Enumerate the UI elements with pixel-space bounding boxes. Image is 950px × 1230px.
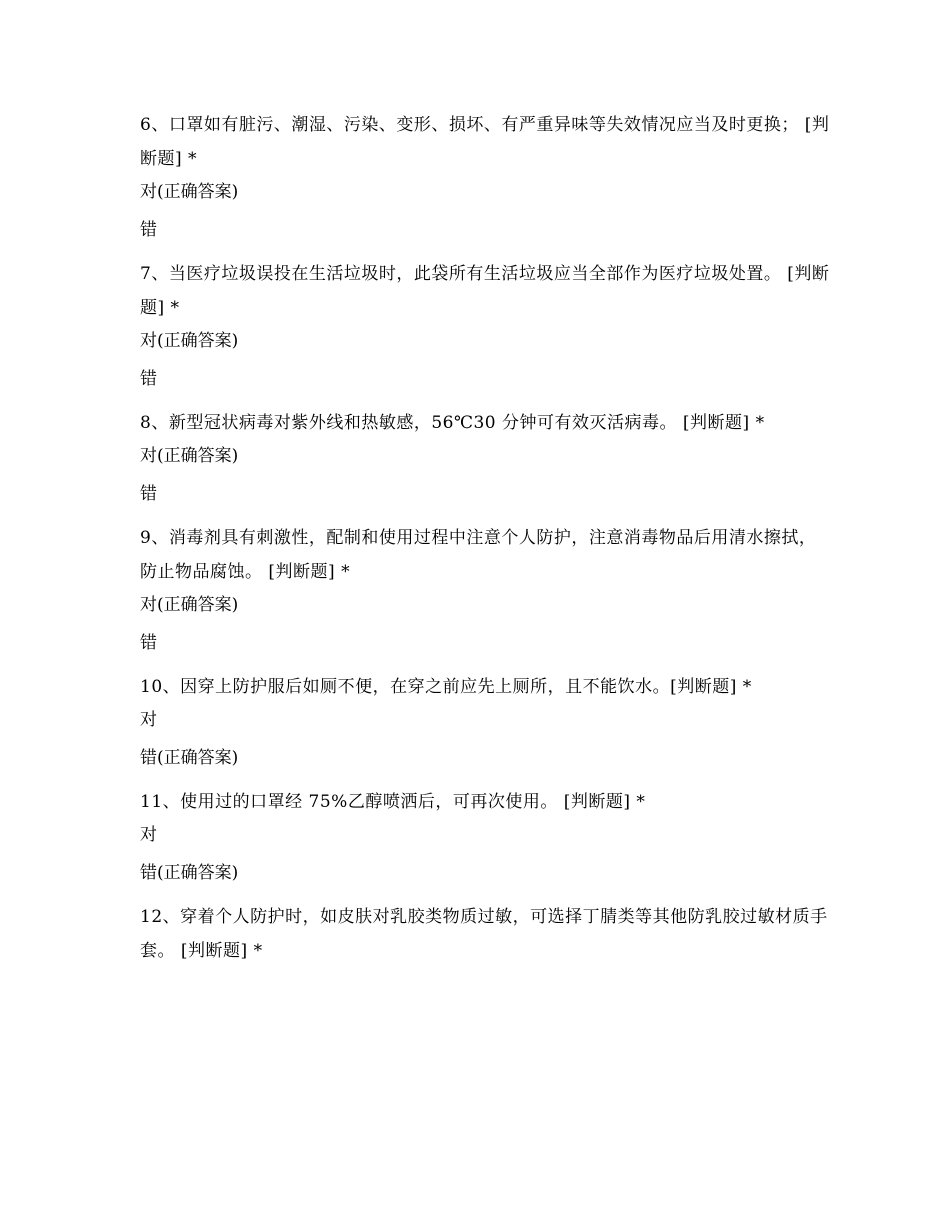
question-12 <box>140 900 830 968</box>
option-false[interactable]: 错 <box>140 633 157 653</box>
option-false[interactable]: 错 <box>140 220 157 240</box>
question-text: 7、当医疗垃圾误投在生活垃圾时，此袋所有生活垃圾应当全部作为医疗垃圾处置。 [判断题] * <box>140 264 830 318</box>
option-false[interactable]: 错 <box>140 484 157 504</box>
option-true[interactable]: 对 <box>140 825 157 845</box>
question-10 <box>140 670 830 769</box>
option-true[interactable]: 对(正确答案) <box>140 182 239 202</box>
question-text: 8、新型冠状病毒对紫外线和热敏感，56℃30 分钟可有效灭活病毒。 [判断题] * <box>140 413 765 433</box>
option-false[interactable]: 错 <box>140 369 157 389</box>
option-true[interactable]: 对(正确答案) <box>140 446 239 466</box>
question-11 <box>140 785 830 884</box>
question-6 <box>140 108 830 241</box>
question-list <box>140 108 830 973</box>
option-false[interactable]: 错(正确答案) <box>140 748 239 768</box>
option-true[interactable]: 对(正确答案) <box>140 331 239 351</box>
question-9 <box>140 521 830 654</box>
question-text: 6、口罩如有脏污、潮湿、污染、变形、损坏、有严重异味等失效情况应当及时更换； [判断题] * <box>140 115 830 169</box>
question-text: 11、使用过的口罩经 75%乙醇喷洒后，可再次使用。 [判断题] * <box>140 792 646 812</box>
question-text: 9、消毒剂具有刺激性，配制和使用过程中注意个人防护，注意消毒物品后用清水擦拭，防止物品腐蚀。 [判断题] * <box>140 528 817 582</box>
option-true[interactable]: 对(正确答案) <box>140 595 239 615</box>
option-false[interactable]: 错(正确答案) <box>140 863 239 883</box>
question-text: 10、因穿上防护服后如厕不便，在穿之前应先上厕所，且不能饮水。[判断题] * <box>140 677 752 697</box>
question-7 <box>140 257 830 390</box>
question-text: 12、穿着个人防护时，如皮肤对乳胶类物质过敏，可选择丁腈类等其他防乳胶过敏材质手套。 [判断题] * <box>140 907 828 961</box>
question-8 <box>140 406 830 505</box>
option-true[interactable]: 对 <box>140 710 157 730</box>
